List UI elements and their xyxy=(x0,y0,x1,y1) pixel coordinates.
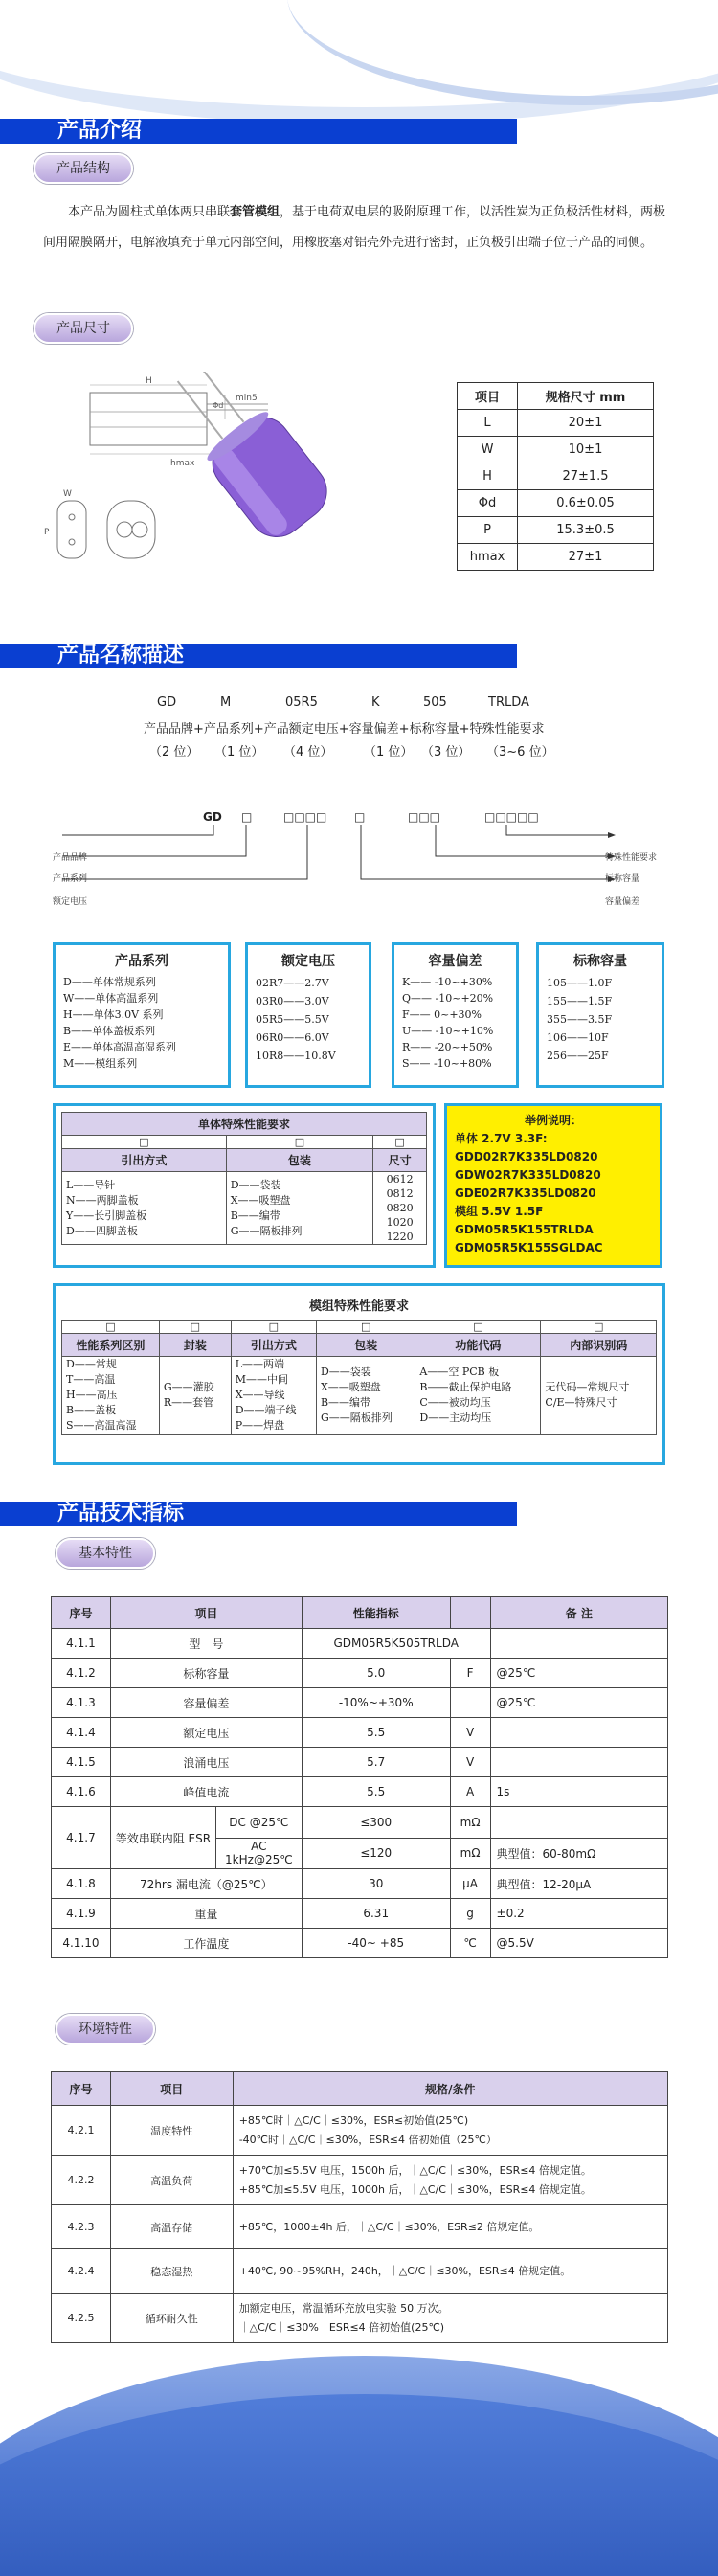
tolerance-box: 容量偏差 K—— -10~+30% Q—— -10~+20% F—— 0~+30% U—— -10~+10% R—— -20~+50% S—— -10~+80% xyxy=(392,942,519,1088)
label-brand: 产品品牌 xyxy=(53,853,88,863)
code-part-voltage: 05R5 xyxy=(285,695,318,710)
code-digits-brand: （2 位） xyxy=(149,745,199,759)
table-row: 4.1.2 标称容量 5.0 F @25℃ xyxy=(52,1659,668,1688)
tolerance-box-title: 容量偏差 xyxy=(428,954,482,969)
label-hmax: hmax xyxy=(170,459,195,468)
table-row: 4.2.4 稳态湿热 +40℃, 90~95%RH，240h，｜△C/C｜≤30%，ESR≤4 倍规定值。 xyxy=(52,2249,668,2294)
module-special-box xyxy=(53,1283,665,1465)
label-H: H xyxy=(146,376,152,386)
section-title-naming: 产品名称描述 xyxy=(57,644,185,667)
section-title-tech: 产品技术指标 xyxy=(57,1502,185,1525)
pill-env: 环境特性 xyxy=(56,2014,155,2045)
table-row: 4.1.7 等效串联内阻 ESR DC @25℃ AC 1kHz@25℃ ≤300 mΩ xyxy=(52,1807,668,1839)
module-special-table: □ □ □ □ □ □ 性能系列区别 封装 引出方式 包装 功能代码 内部识别码 D——常规 T——高温 H——高压 B——盖板 S——高温高湿 G——灌胶 R——套管 L——两端 M——中间 X——导线 D——端子线 P——焊盘 D——袋装 X——吸塑盘 B——编带 G——隔板排列 A——空 PCB 板 B——截止保护电路 C——被动均压 D——主动均压 无代码—常规尺寸 C/E—特殊尺寸 xyxy=(61,1320,657,1435)
example-box: 举例说明： 单体 2.7V 3.3F: GDD02R7K335LD0820 GDW02R7K335LD0820 GDE02R7K335LD0820 模组 5.5V 1.5F GDM05R5K155TRLDA GDM05R5K155SGLDAC xyxy=(444,1103,662,1268)
code-digits-capacity: （3 位） xyxy=(421,745,471,759)
single-special-table: 单体特殊性能要求 □ □ □ 引出方式 包装 尺寸 L——导针 N——两脚盖板 Y——长引脚盖板 D——四脚盖板 D——袋装 X——吸塑盘 B——编带 G——隔板排列 0612 0812 0820 1020 1220 xyxy=(61,1112,427,1245)
code-digits-voltage: （4 位） xyxy=(283,745,333,759)
table-row: W 10±1 xyxy=(458,437,654,463)
table-row: 4.1.9 重量 6.31 g ±0.2 xyxy=(52,1899,668,1929)
code-part-tolerance: K xyxy=(371,695,380,710)
table-row: 4.1.8 72hrs 漏电流（@25℃） 30 μA 典型值：12-20μA xyxy=(52,1869,668,1899)
label-P: P xyxy=(44,528,50,537)
dim-header-item: 项目 xyxy=(458,383,518,410)
single-special-box xyxy=(53,1103,436,1268)
pill-structure: 产品结构 xyxy=(34,153,133,184)
intro-text-a: 本产品为圆柱式单体两只串联 xyxy=(68,205,231,219)
series-box: 产品系列 D——单体常规系列 W——单体高温系列 H——单体3.0V 系列 B——单体盖板系列 E——单体高温高湿系列 M——模组系列 xyxy=(53,942,231,1088)
table-row: 4.2.2 高温负荷 +70℃加≤5.5V 电压，1500h 后，｜△C/C｜≤30%，ESR≤4 倍规定值。 +85℃加≤5.5V 电压，1000h 后，｜△C/C｜≤30%，ESR≤4 倍规定值。 xyxy=(52,2156,668,2205)
intro-text-c: ，基于电荷双电层的吸附原理工作，以活性炭为正负极活性材料，两极间用隔膜隔开，电解液填充于单元内部空间，用橡胶塞对铝壳外壳进行密封，正负极引出端子位于产品的同侧。 xyxy=(43,205,666,250)
label-min5: min5 xyxy=(236,394,258,403)
capacity-box-title: 标称容量 xyxy=(573,954,627,969)
diagram-code-brand: GD xyxy=(203,810,222,824)
diagram-code-tolerance: □ xyxy=(354,810,366,824)
table-row: 4.1.3 容量偏差 -10%~+30% @25℃ xyxy=(52,1688,668,1718)
table-row: 4.1.1 型 号 GDM05R5K505TRLDA xyxy=(52,1629,668,1659)
code-part-brand: GD xyxy=(157,695,177,710)
voltage-box: 额定电压 02R7——2.7V 03R0——3.0V 05R5——5.5V 06R0——6.0V 10R8——10.8V xyxy=(245,942,371,1088)
table-row: 4.1.5 浪涌电压 5.7 V xyxy=(52,1748,668,1777)
section-title-intro: 产品介绍 xyxy=(57,119,143,143)
single-header-pack: 包装 xyxy=(226,1149,372,1172)
label-tolerance: 容量偏差 xyxy=(605,897,640,907)
table-row: L 20±1 xyxy=(458,410,654,437)
env-spec-table: 序号 项目 规格/条件 4.2.1 温度特性 +85℃时｜△C/C｜≤30%，ESR≤初始值(25℃) -40℃时｜△C/C｜≤30%，ESR≤4 倍初始值（25℃） 4.2.2 高温负荷 +70℃加≤5.5V 电压，1500h 后，｜△C/C｜≤30%，ESR≤4 倍规定值。 +85℃加≤5.5V 电压，1000h 后，｜△C/C｜≤30%，ESR≤4 倍规定值。 4.2.3 高温存储 +85℃，1000±4h 后，｜△C/C｜≤30%，ESR≤2 倍规定值。 4.2.4 稳态湿热 +40℃, 90~95%RH，240h，｜△C/C｜≤30%，ESR≤4 倍规定值。 4.2.5 循环耐久性 加额定电压，常温循环充放电实验 50 万次。 ｜△C/C｜≤30% ESR≤4 倍初始值(25℃) xyxy=(51,2071,668,2343)
code-diagram-lines xyxy=(53,825,665,902)
diagram-code-series: □ xyxy=(241,810,253,824)
code-part-capacity: 505 xyxy=(423,695,447,710)
code-part-series: M xyxy=(220,695,232,710)
table-row: hmax 27±1 xyxy=(458,544,654,571)
table-row: ≤120 mΩ 典型值：60-80mΩ xyxy=(52,1838,668,1869)
code-digits-tolerance: （1 位） xyxy=(364,745,414,759)
label-series: 产品系列 xyxy=(53,874,88,884)
table-row: 4.2.3 高温存储 +85℃，1000±4h 后，｜△C/C｜≤30%，ESR≤2 倍规定值。 xyxy=(52,2205,668,2249)
dimension-table xyxy=(457,382,654,571)
code-digits-series: （1 位） xyxy=(214,745,264,759)
diagram-code-capacity: □□□ xyxy=(408,810,441,824)
table-row: Φd 0.6±0.05 xyxy=(458,490,654,517)
code-description: 产品品牌+产品系列+产品额定电压+容量偏差+标称容量+特殊性能要求 xyxy=(144,722,545,736)
esr-label: 等效串联内阻 ESR xyxy=(111,1807,216,1868)
label-W: W xyxy=(63,489,72,499)
table-row: 4.1.4 额定电压 5.5 V xyxy=(52,1718,668,1748)
label-voltage: 额定电压 xyxy=(53,897,88,907)
drawing-end-view-1 xyxy=(57,501,86,558)
code-part-special: TRLDA xyxy=(488,695,529,710)
intro-text-bold: 套管模组 xyxy=(230,205,280,219)
single-header-size: 尺寸 xyxy=(373,1149,427,1172)
pill-size: 产品尺寸 xyxy=(34,313,133,344)
table-row: 4.2.5 循环耐久性 加额定电压，常温循环充放电实验 50 万次。 ｜△C/C｜≤30% ESR≤4 倍初始值(25℃) xyxy=(52,2294,668,2343)
table-row: 4.1.6 峰值电流 5.5 A 1s xyxy=(52,1777,668,1807)
pill-basic: 基本特性 xyxy=(56,1538,155,1569)
diagram-code-voltage: □□□□ xyxy=(283,810,327,824)
series-box-title: 产品系列 xyxy=(115,954,168,969)
drawing-body-side xyxy=(90,393,207,445)
single-header-lead: 引出方式 xyxy=(62,1149,227,1172)
table-row: H 27±1.5 xyxy=(458,463,654,490)
capacity-box: 标称容量 105——1.0F 155——1.5F 355——3.5F 106——10F 256——25F xyxy=(536,942,664,1088)
dim-header-spec: 规格尺寸 mm xyxy=(518,383,654,410)
basic-spec-table: 序号 项目 性能指标 备 注 4.1.1 型 号 GDM05R5K505TRLDA 4.1.2 标称容量 5.0 F @25℃ 4.1.3 容量偏差 -10%~+30% @25℃ 4.1.4 额定电压 5.5 V 4.1.5 浪涌电压 5.7 V 4.1.6 峰值电流 5.5 A 1s 4.1.7 等效串联内阻 ESR DC @25℃ AC 1kHz@25℃ ≤300 mΩ ≤120 mΩ 典型值：60-80mΩ 4.1.8 72hrs 漏电流（@25℃） 30 μA 典型值：12-20μA 4.1.9 重量 6.31 g ±0.2 4.1.10 工作温度 -40~ +85 ℃ @5.5V xyxy=(51,1596,668,1958)
code-digits-special: （3~6 位） xyxy=(486,745,554,759)
intro-paragraph xyxy=(43,197,675,259)
label-capacity: 标称容量 xyxy=(605,874,640,884)
table-row: P 15.3±0.5 xyxy=(458,517,654,544)
example-title: 举例说明： xyxy=(524,1114,582,1127)
label-phi-d: Φd xyxy=(213,401,224,410)
single-special-title: 单体特殊性能要求 xyxy=(62,1113,427,1136)
table-row: 4.1.10 工作温度 -40~ +85 ℃ @5.5V xyxy=(52,1929,668,1958)
label-special: 特殊性能要求 xyxy=(605,853,658,863)
module-special-title: 模组特殊性能要求 xyxy=(308,1299,409,1314)
table-row: 4.2.1 温度特性 +85℃时｜△C/C｜≤30%，ESR≤初始值(25℃) -40℃时｜△C/C｜≤30%，ESR≤4 倍初始值（25℃） xyxy=(52,2106,668,2156)
diagram-code-special: □□□□□ xyxy=(484,810,539,824)
dimension-drawing xyxy=(38,372,364,592)
voltage-box-title: 额定电压 xyxy=(281,954,335,969)
